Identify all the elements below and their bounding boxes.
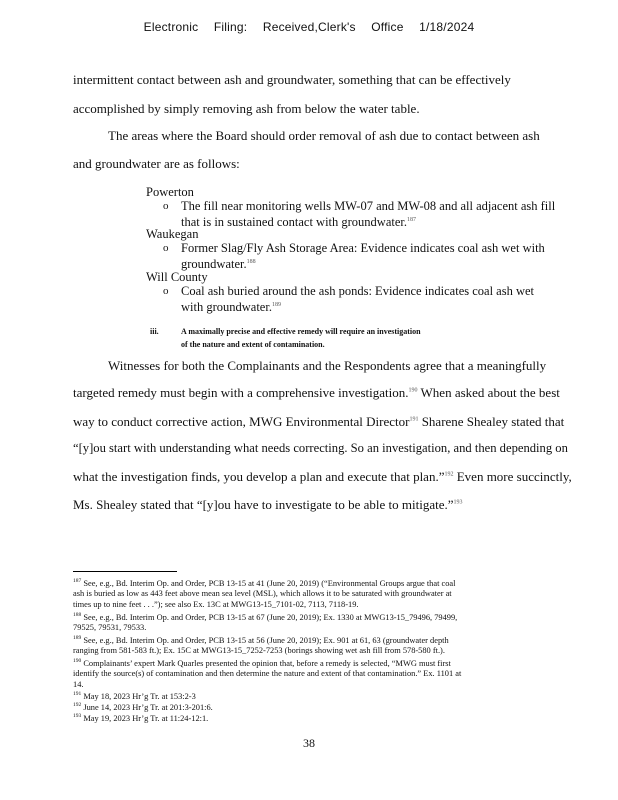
sub-text-2: groundwater. — [181, 257, 247, 272]
bullet-powerton — [128, 185, 194, 200]
header-date: 1/18/2024 — [419, 20, 475, 34]
footnote-ref-192[interactable]: 192 — [444, 471, 454, 478]
para-line-5-cont: Even more succinctly, — [456, 469, 572, 484]
footnote-number: 191 — [73, 691, 82, 697]
section-heading-line-2: of the nature and extent of contamination. — [181, 340, 325, 349]
sub-bullet-powerton: o The fill near monitoring wells MW-07 and MW-08 and all adjacent ash fill that is in sustained contact with groundwater.$^{187}$ — [163, 199, 556, 230]
footnote-text: May 18, 2023 Hr’g Tr. at 153:2-3 — [83, 691, 196, 701]
page-number: 38 — [303, 736, 315, 750]
para-line-6-text: Ms. Shealey stated that “[y]ou have to investigate to be able to mitigate.” — [73, 497, 454, 512]
header-electronic: Electronic — [143, 20, 199, 34]
bullet-label: Powerton — [146, 185, 194, 199]
footnote-ref[interactable]: 188 — [246, 259, 256, 265]
footnote-text: Complainants’ expert Mark Quarles presented the opinion that, before a remedy is selected, “MWG must first — [83, 658, 451, 668]
footnote-ref-193[interactable]: 193 — [453, 499, 463, 506]
para-line-5-text: what the investigation finds, you develop a plan and execute that plan.” — [73, 469, 445, 484]
sub-text-2: with groundwater. — [181, 300, 272, 315]
footnote-text: ash is buried as low as 443 feet above mean sea level (MSL), which allows it to be saturated with groundwater at — [73, 589, 452, 599]
footnote-text: 14. — [73, 679, 84, 689]
footnote-193 — [73, 711, 553, 724]
footnote-number: 190 — [73, 658, 82, 664]
footnote-number: 189 — [73, 635, 82, 641]
footnote-number: 192 — [73, 702, 82, 708]
footnote-text: June 14, 2023 Hr’g Tr. at 201:3-201:6. — [83, 702, 213, 712]
footnote-number: 188 — [73, 612, 82, 618]
section-number: iii. — [150, 327, 159, 336]
section-heading-line-1: A maximally precise and effective remedy will require an investigation — [181, 327, 421, 336]
bullet-label: Waukegan — [146, 227, 199, 241]
footnote-189 — [73, 633, 553, 657]
sub-text-2: that is in sustained contact with groundwater. — [181, 215, 407, 230]
sub-text-1: Former Slag/Fly Ash Storage Area: Evidence indicates coal ash wet with — [181, 241, 545, 255]
footnote-188 — [73, 610, 553, 634]
header-office: Office — [371, 20, 404, 34]
sub-text-1: Coal ash buried around the ash ponds: Evidence indicates coal ash wet — [181, 284, 535, 298]
para-line-2-cont: When asked about the best — [420, 385, 560, 400]
footnote-ref-191[interactable]: 191 — [409, 416, 419, 423]
footnote-ref[interactable]: 187 — [407, 217, 416, 223]
filing-header — [0, 20, 618, 34]
body-line-1: intermittent contact between ash and groundwater, something that can be effectively — [73, 72, 511, 87]
para-line-2-text: targeted remedy must begin with a comprehensive investigation. — [73, 385, 409, 400]
sub-bullet-will-county: o Coal ash buried around the ash ponds: Evidence indicates coal ash wet with groundwater.$^{189}$ — [163, 284, 535, 315]
para-line-5 — [73, 469, 572, 485]
footnote-number: 193 — [73, 713, 82, 719]
bullet-will-county — [128, 270, 208, 285]
bullet-label: Will County — [146, 270, 208, 284]
footnote-ref-190[interactable]: 190 — [408, 387, 418, 394]
body-line-3: The areas where the Board should order removal of ash due to contact between ash — [108, 128, 540, 143]
header-received: Received,Clerk's — [262, 20, 356, 34]
sub-bullet-waukegan: o Former Slag/Fly Ash Storage Area: Evidence indicates coal ash wet with groundwater.$^{188}$ — [163, 241, 545, 272]
footnote-text: times up to nine feet . . .”); see also Ex. 13C at MWG13-15_7101-02, 7113, 7118-19. — [73, 599, 359, 609]
footnote-190 — [73, 656, 553, 690]
footnote-text: See, e.g., Bd. Interim Op. and Order, PCB 13-15 at 41 (June 20, 2019) (“Environmental Groups argue that coal — [83, 578, 456, 588]
body-line-2: accomplished by simply removing ash from below the water table. — [73, 101, 420, 116]
body-line-4: and groundwater are as follows: — [73, 156, 240, 171]
para-line-1: Witnesses for both the Complainants and the Respondents agree that a meaningfully — [108, 358, 547, 373]
sub-text-1: The fill near monitoring wells MW-07 and MW-08 and all adjacent ash fill — [181, 199, 556, 213]
para-line-2 — [73, 385, 560, 401]
para-line-3-cont: Sharene Shealey stated that — [421, 414, 565, 429]
footnote-text: May 19, 2023 Hr’g Tr. at 11:24-12:1. — [83, 713, 209, 723]
footnote-text: See, e.g., Bd. Interim Op. and Order, PCB 13-15 at 56 (June 20, 2019); Ex. 901 at 61, 63 (groundwater depth — [83, 635, 449, 645]
header-filing: Filing: — [213, 20, 248, 34]
footnote-text: identify the source(s) of contamination and then determine the nature and extent of that contamination.” Ex. 1101 at — [73, 669, 462, 679]
footnote-ref[interactable]: 189 — [271, 302, 281, 308]
para-line-4: “[y]ou start with understanding what needs correcting. So an investigation, and then depending on — [73, 441, 568, 455]
footnote-number: 187 — [73, 578, 82, 584]
para-line-3 — [73, 414, 564, 430]
bullet-waukegan — [128, 227, 198, 242]
footnote-text: 79525, 79531, 79533. — [73, 623, 147, 633]
footnote-187 — [73, 576, 553, 610]
para-line-6 — [73, 497, 463, 513]
footnote-text: ranging from 581-583 ft.); Ex. 15C at MWG13-15_7252-7253 (borings showing wet ash fill from 578-580 ft.). — [73, 646, 445, 656]
footnote-text: See, e.g., Bd. Interim Op. and Order, PCB 13-15 at 67 (June 20, 2019); Ex. 1330 at MWG13-15_79496, 79499, — [83, 612, 458, 622]
para-line-3-text: way to conduct corrective action, MWG Environmental Director — [73, 414, 410, 429]
footnote-separator — [73, 571, 177, 572]
